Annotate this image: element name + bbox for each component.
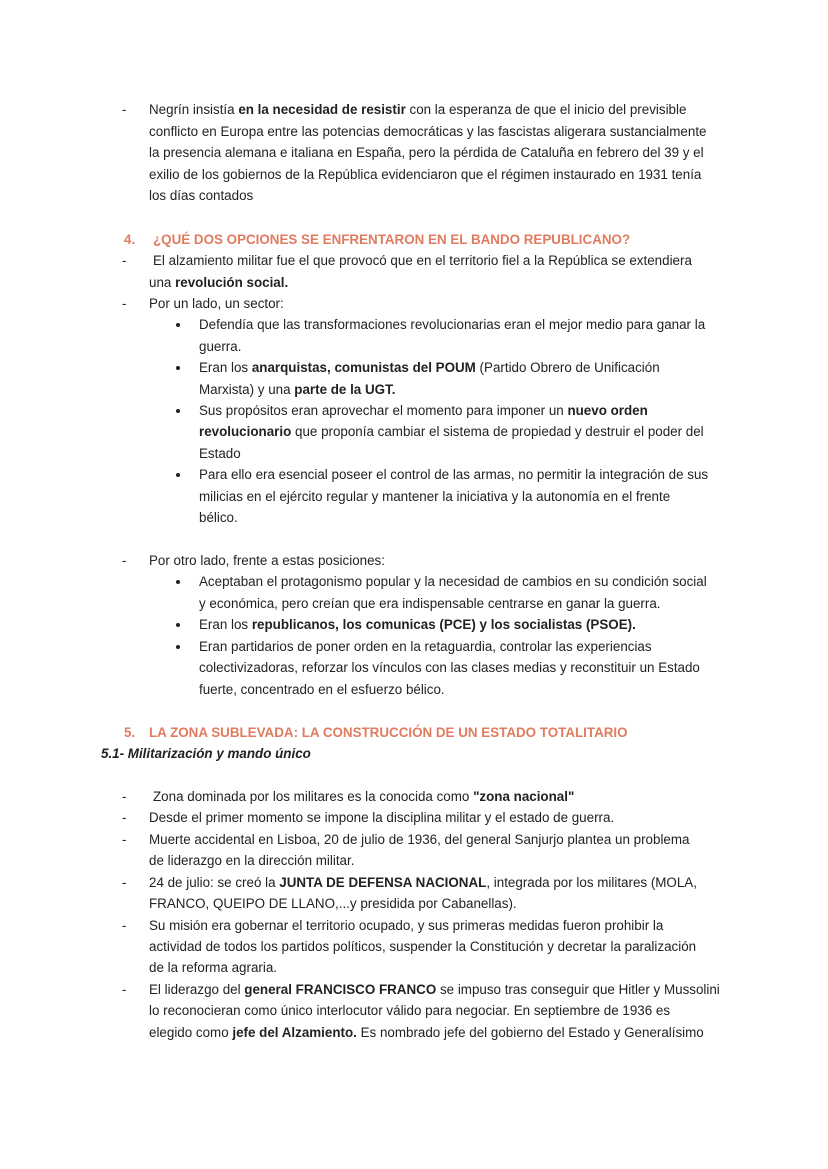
text: , integrada por los militares (MOLA,: [486, 875, 697, 890]
bold-text: en la necesidad de resistir: [238, 102, 406, 117]
bullet-icon: [176, 473, 180, 477]
bullet-icon: [176, 323, 180, 327]
bullet-line: [199, 614, 636, 635]
list-dash: -: [122, 553, 127, 568]
text: una: [149, 275, 176, 290]
bullet-line: bélico.: [199, 510, 238, 525]
bold-text: republicanos, los comunicas (PCE) y los socialistas (PSOE).: [251, 617, 636, 632]
bullet-line: fuerte, concentrado en el esfuerzo bélico.: [199, 682, 445, 697]
paragraph-line: El alzamiento militar fue el que provocó que en el territorio fiel a la República se extendiera: [153, 253, 692, 268]
text: Marxista) y una: [199, 382, 295, 397]
list-dash: -: [122, 918, 127, 933]
text: Es nombrado jefe del gobierno del Estado y Generalísimo: [356, 1025, 704, 1040]
paragraph-line: Muerte accidental en Lisboa, 20 de julio de 1936, del general Sanjurjo plantea un problema: [149, 832, 690, 847]
bullet-line: Para ello era esencial poseer el control de las armas, no permitir la integración de sus: [199, 467, 709, 482]
paragraph-line: de liderazgo en la dirección militar.: [149, 853, 355, 868]
bold-text: revolucionario: [199, 424, 292, 439]
bullet-icon: [176, 623, 180, 627]
bullet-line: [199, 400, 648, 421]
list-dash: -: [122, 832, 127, 847]
paragraph-line: lo reconocieran como único interlocutor válido para negociar. En septiembre de 1936 es: [149, 1003, 671, 1018]
text: Zona dominada por los militares es la conocida como: [153, 789, 474, 804]
bullet-icon: [176, 409, 180, 413]
bullet-icon: [176, 366, 180, 370]
bullet-line: [199, 357, 660, 378]
paragraph-line: [153, 786, 574, 807]
list-dash: -: [122, 810, 127, 825]
paragraph-line: actividad de todos los partidos políticos, suspender la Constitución y decretar la paralización: [149, 939, 697, 954]
bold-text: "zona nacional": [473, 789, 575, 804]
bold-text: anarquistas, comunistas del POUM: [251, 360, 476, 375]
text: 24 de julio: se creó la: [149, 875, 280, 890]
paragraph-line: [149, 1022, 704, 1043]
paragraph-line: la presencia alemana e italiana en España, pero la pérdida de Cataluña en febrero del 39 y el: [149, 145, 704, 160]
section-number: 5.: [124, 725, 136, 740]
bullet-line: Estado: [199, 446, 241, 461]
paragraph-line: FRANCO, QUEIPO DE LLANO,...y presidida por Cabanellas).: [149, 896, 517, 911]
bold-text: revolución social.: [175, 275, 289, 290]
paragraph-line: los días contados: [149, 188, 254, 203]
text: El liderazgo del: [149, 982, 245, 997]
paragraph-line: Su misión era gobernar el territorio ocupado, y sus primeras medidas fueron prohibir la: [149, 918, 664, 933]
text: Sus propósitos eran aprovechar el momento para imponer un: [199, 403, 568, 418]
list-dash: -: [122, 875, 127, 890]
bullet-line: Eran partidarios de poner orden en la retaguardia, controlar las experiencias: [199, 639, 652, 654]
paragraph-line: Desde el primer momento se impone la disciplina militar y el estado de guerra.: [149, 810, 615, 825]
paragraph-line: exilio de los gobiernos de la República evidenciaron que el régimen instaurado en 1931 tenía: [149, 167, 702, 182]
bullet-line: milicias en el ejército regular y mantener la iniciativa y la autonomía en el frente: [199, 489, 671, 504]
bullet-line: [199, 379, 395, 400]
list-dash: -: [122, 102, 127, 117]
text: que proponía cambiar el sistema de propiedad y destruir el poder del: [291, 424, 704, 439]
paragraph-line: conflicto en Europa entre las potencias democráticas y las fascistas aligerara sustancialmente: [149, 124, 707, 139]
bullet-icon: [176, 645, 180, 649]
bullet-line: colectivizadoras, reforzar los vínculos con las clases medias y reconstituir un Estado: [199, 660, 700, 675]
paragraph-line: [149, 272, 288, 293]
bullet-line: Aceptaban el protagonismo popular y la necesidad de cambios en su condición social: [199, 574, 707, 589]
bullet-line: Defendía que las transformaciones revolucionarias eran el mejor medio para ganar la: [199, 317, 706, 332]
bold-text: jefe del Alzamiento.: [232, 1025, 357, 1040]
bold-text: JUNTA DE DEFENSA NACIONAL: [279, 875, 487, 890]
section-heading: ¿QUÉ DOS OPCIONES SE ENFRENTARON EN EL BANDO REPUBLICANO?: [153, 232, 631, 247]
bullet-line: y económica, pero creían que era indispensable centrarse en ganar la guerra.: [199, 596, 661, 611]
text: (Partido Obrero de Unificación: [475, 360, 660, 375]
list-dash: -: [122, 982, 127, 997]
paragraph-line: [149, 872, 697, 893]
subsection-heading: 5.1- Militarización y mando único: [101, 746, 311, 761]
section-number: 4.: [124, 232, 136, 247]
bold-text: general FRANCISCO FRANCO: [244, 982, 437, 997]
paragraph-line: de la reforma agraria.: [149, 960, 278, 975]
bullet-icon: [176, 580, 180, 584]
text: elegido como: [149, 1025, 233, 1040]
bold-text: parte de la UGT.: [294, 382, 396, 397]
paragraph-line: Por otro lado, frente a estas posiciones:: [149, 553, 385, 568]
list-dash: -: [122, 253, 127, 268]
text: Eran los: [199, 617, 252, 632]
paragraph-line: [149, 979, 720, 1000]
text: se impuso tras conseguir que Hitler y Mussolini: [436, 982, 720, 997]
paragraph-line: [149, 99, 686, 120]
section-heading: LA ZONA SUBLEVADA: LA CONSTRUCCIÓN DE UN ESTADO TOTALITARIO: [149, 725, 628, 740]
paragraph-line: Por un lado, un sector:: [149, 296, 284, 311]
bold-text: nuevo orden: [567, 403, 648, 418]
text: con la esperanza de que el inicio del previsible: [405, 102, 687, 117]
bullet-line: [199, 421, 704, 442]
list-dash: -: [122, 789, 127, 804]
text: Negrín insistía: [149, 102, 239, 117]
text: Eran los: [199, 360, 252, 375]
list-dash: -: [122, 296, 127, 311]
bullet-line: guerra.: [199, 339, 242, 354]
